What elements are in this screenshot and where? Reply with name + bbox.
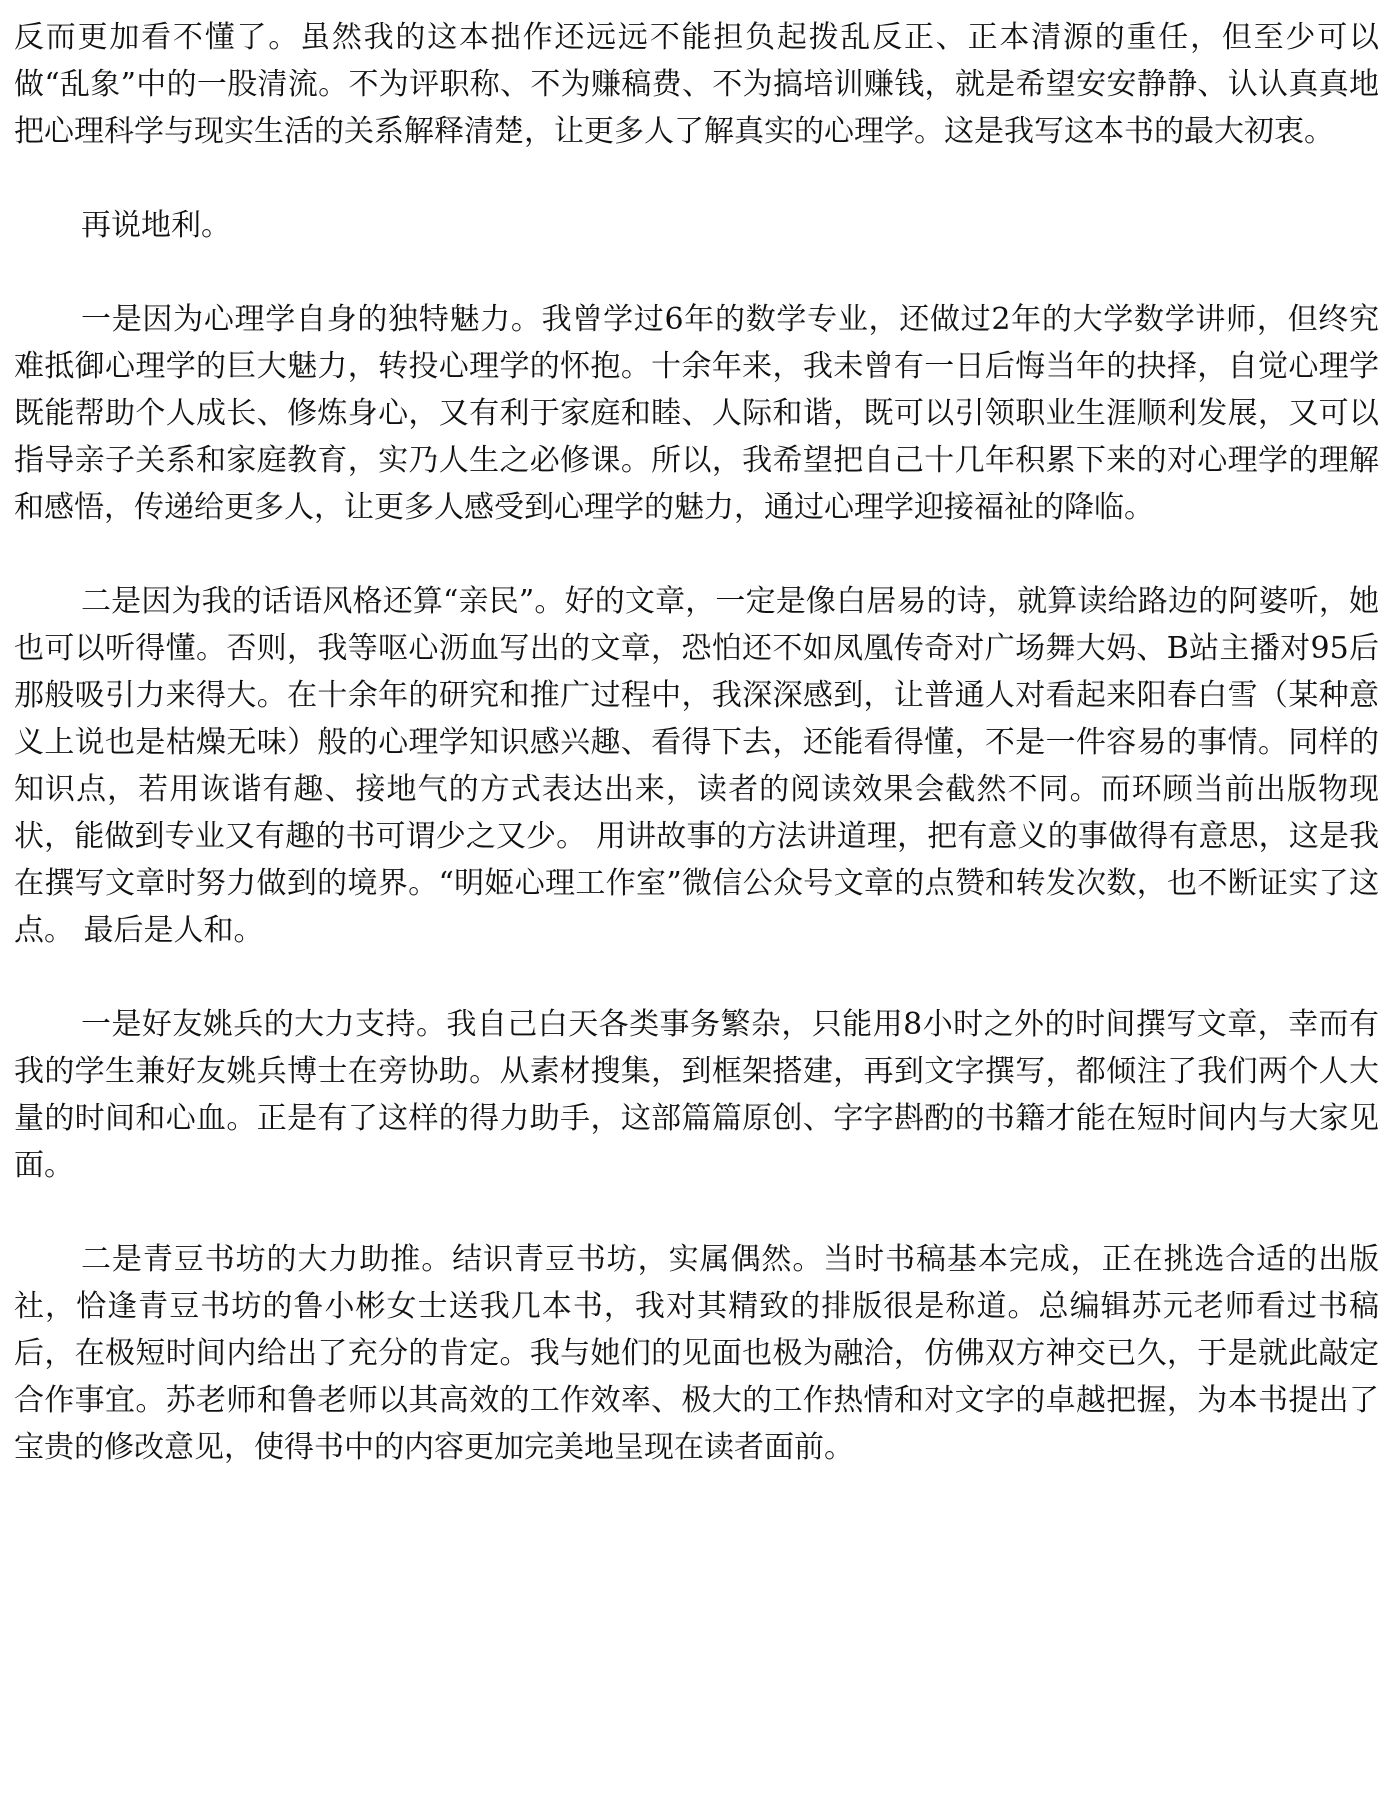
paragraph-continued: 反而更加看不懂了。虽然我的这本拙作还远远不能担负起拨乱反正、正本清源的重任，但至少可以做“乱象”中的一股清流。不为评职称、不为赚稿费、不为搞培训赚钱，就是希望安安静静、认认真真地把心理科学与现实生活的关系解释清楚，让更多人了解真实的心理学。这是我写这本书的最大初衷。: [14, 20, 1379, 149]
document-page: [14, 14, 1379, 1786]
paragraph: 一是好友姚兵的大力支持。我自己白天各类事务繁杂，只能用8小时之外的时间撰写文章，幸而有我的学生兼好友姚兵博士在旁协助。从素材搜集，到框架搭建，再到文字撰写，都倾注了我们两个人大量的时间和心血。正是有了这样的得力助手，这部篇篇原创、字字斟酌的书籍才能在短时间内与大家见面。: [14, 1007, 1379, 1183]
paragraph-section-heading: 再说地利。: [81, 208, 231, 243]
paragraph: 二是因为我的话语风格还算“亲民”。好的文章，一定是像白居易的诗，就算读给路边的阿婆听，她也可以听得懂。否则，我等呕心沥血写出的文章，恐怕还不如凤凰传奇对广场舞大妈、B站主播对95后那般吸引力来得大。在十余年的研究和推广过程中，我深深感到，让普通人对看起来阳春白雪（某种意义上说也是枯燥无味）般的心理学知识感兴趣、看得下去，还能看得懂，不是一件容易的事情。同样的知识点，若用诙谐有趣、接地气的方式表达出来，读者的阅读效果会截然不同。而环顾当前出版物现状，能做到专业又有趣的书可谓少之又少。 用讲故事的方法讲道理，把有意义的事做得有意思，这是我在撰写文章时努力做到的境界。“明姬心理工作室”微信公众号文章的点赞和转发次数，也不断证实了这点。 最后是人和。: [14, 584, 1379, 948]
paragraph: 二是青豆书坊的大力助推。结识青豆书坊，实属偶然。当时书稿基本完成，正在挑选合适的出版社，恰逢青豆书坊的鲁小彬女士送我几本书，我对其精致的排版很是称道。总编辑苏元老师看过书稿后，在极短时间内给出了充分的肯定。我与她们的见面也极为融洽，仿佛双方神交已久，于是就此敲定合作事宜。苏老师和鲁老师以其高效的工作效率、极大的工作热情和对文字的卓越把握，为本书提出了宝贵的修改意见，使得书中的内容更加完美地呈现在读者面前。: [14, 1242, 1379, 1465]
paragraph: 一是因为心理学自身的独特魅力。我曾学过6年的数学专业，还做过2年的大学数学讲师，但终究难抵御心理学的巨大魅力，转投心理学的怀抱。十余年来，我未曾有一日后悔当年的抉择，自觉心理学既能帮助个人成长、修炼身心，又有利于家庭和睦、人际和谐，既可以引领职业生涯顺利发展，又可以指导亲子关系和家庭教育，实乃人生之必修课。所以，我希望把自己十几年积累下来的对心理学的理解和感悟，传递给更多人，让更多人感受到心理学的魅力，通过心理学迎接福祉的降临。: [14, 302, 1379, 525]
